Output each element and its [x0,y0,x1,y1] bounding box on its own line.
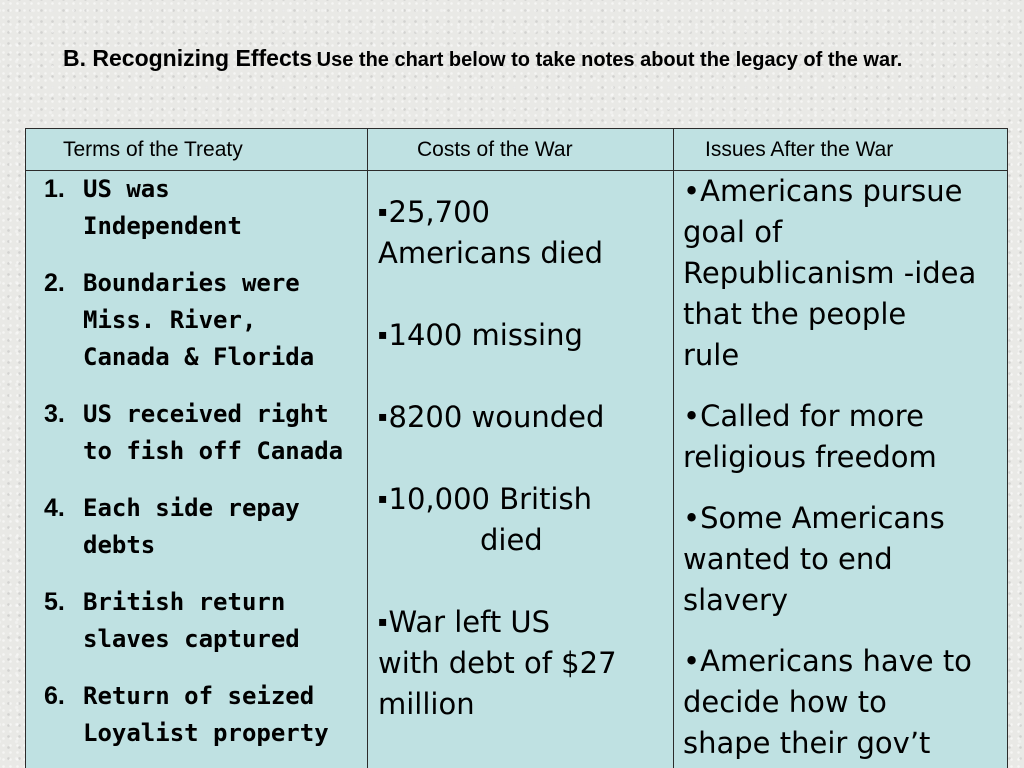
terms-item-line: Canada & Florida [83,343,315,371]
terms-item-line: British return [83,588,286,616]
issues-item-line: Americans have to [700,644,972,678]
terms-cell [26,171,368,768]
costs-item [378,479,673,561]
heading-instructions: Use the chart below to take notes about the legacy of the war. [316,49,903,71]
square-bullet-icon: ▪ [378,409,388,425]
costs-item [378,397,673,438]
bullet-icon: • [683,399,701,433]
costs-item-line: million [378,687,475,721]
terms-item-line: slaves captured [83,625,300,653]
issues-item [683,498,1007,621]
issues-list [674,171,1007,764]
terms-item [26,396,367,470]
content-row [26,171,1008,768]
notes-chart-table [25,128,1008,768]
issues-item-line: wanted to end [683,542,893,576]
terms-item-line: Independent [83,212,242,240]
costs-item [378,315,673,356]
terms-item-number: 4. [44,494,65,522]
terms-item [26,171,367,245]
issues-item-line: slavery [683,583,789,617]
issues-cell [674,171,1008,768]
costs-item-line: 1400 missing [388,318,583,352]
costs-item [378,192,673,274]
costs-item-line: Americans died [378,236,604,270]
costs-list [368,171,673,725]
issues-item-line: religious freedom [683,440,937,474]
header-costs-of-war: Costs of the War [368,129,674,171]
terms-item-line: US was [83,175,170,203]
heading-lead: B. Recognizing Effects [63,45,313,71]
costs-item-line: War left US [388,605,551,639]
square-bullet-icon: ▪ [378,327,388,343]
terms-item-line: Miss. River, [83,306,257,334]
terms-item-line: Each side repay [83,494,300,522]
terms-item-number: 2. [44,269,65,297]
issues-item-line: Some Americans [700,501,945,535]
issues-item-line: decide how to [683,685,887,719]
bullet-icon: • [683,174,701,208]
terms-item-line: Loyalist property [83,719,329,747]
terms-item-line: US received right [83,400,329,428]
square-bullet-icon: ▪ [378,204,388,220]
header-issues-after-war: Issues After the War [674,129,1008,171]
costs-item [378,602,673,725]
terms-item-line: Return of seized [83,682,315,710]
costs-cell [368,171,674,768]
costs-item-line: with debt of $27 [378,646,617,680]
costs-item-line: 10,000 British [388,482,592,516]
issues-item-line: Americans pursue [700,174,963,208]
terms-item [26,584,367,658]
issues-item-line: rule [683,338,740,372]
issues-item-line: Republicanism -idea [683,256,977,290]
page-heading [63,42,963,78]
terms-item [26,678,367,752]
bullet-icon: • [683,501,701,535]
terms-list [26,171,367,752]
terms-item-line: debts [83,531,156,559]
issues-item-line: shape their gov’t [683,726,931,760]
terms-item-number: 3. [44,400,65,428]
costs-item-line: 25,700 [388,195,490,229]
terms-item [26,265,367,376]
bullet-icon: • [683,644,701,678]
issues-item [683,396,1007,478]
terms-item-number: 6. [44,682,65,710]
costs-item-line: 8200 wounded [388,400,605,434]
terms-item [26,490,367,564]
terms-item-number: 5. [44,588,65,616]
issues-item-line: that the people [683,297,907,331]
issues-item-line: goal of [683,215,783,249]
terms-item-line: to fish off Canada [83,437,344,465]
issues-item [683,171,1007,376]
header-row [26,129,1008,171]
issues-item-line: Called for more [700,399,924,433]
terms-item-number: 1. [44,175,65,203]
issues-item [683,641,1007,764]
costs-item-line: died [480,523,543,557]
terms-item-line: Boundaries were [83,269,300,297]
square-bullet-icon: ▪ [378,614,388,630]
square-bullet-icon: ▪ [378,491,388,507]
header-terms-of-treaty: Terms of the Treaty [26,129,368,171]
